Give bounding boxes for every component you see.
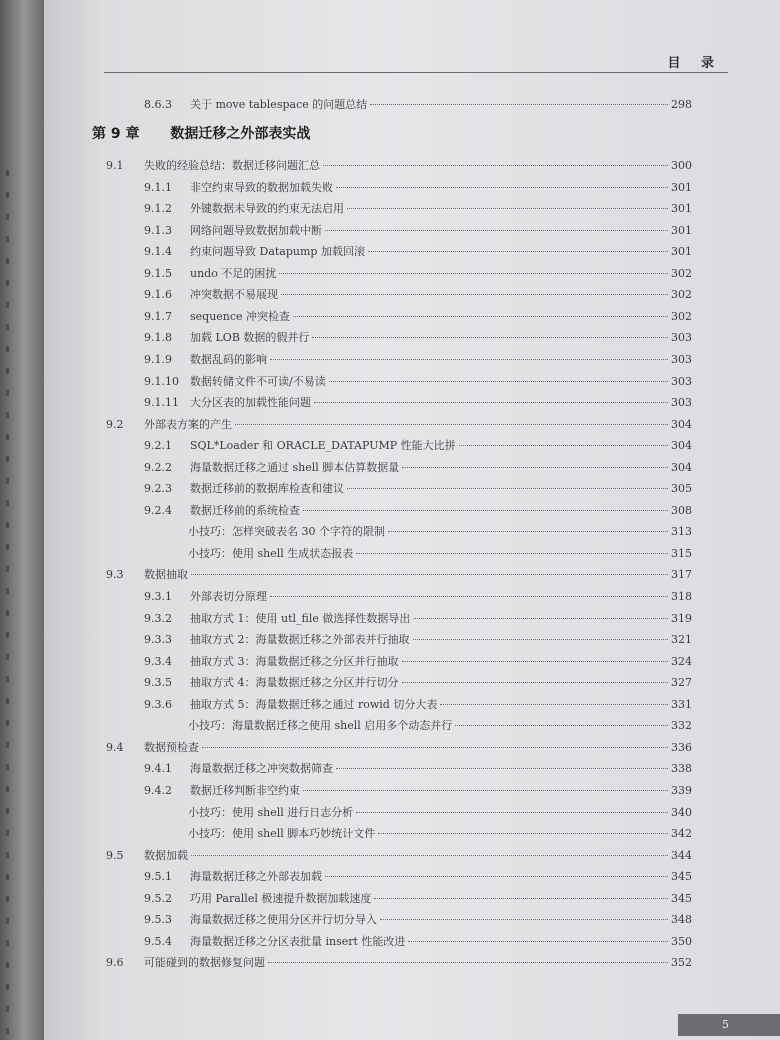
toc-entry xyxy=(144,200,692,216)
dot-leader xyxy=(356,812,668,813)
toc-entry xyxy=(106,566,692,582)
entry-title: 外部表方案的产生 xyxy=(144,418,232,431)
toc-entry xyxy=(144,373,692,389)
entry-title: 数据乱码的影响 xyxy=(190,353,267,366)
entry-page: 345 xyxy=(671,892,692,905)
page-edge-mark xyxy=(6,258,9,264)
entry-number: 9.1.9 xyxy=(144,353,172,366)
page-edge-mark xyxy=(6,654,9,660)
entry-title: 冲突数据不易展现 xyxy=(190,288,278,301)
dot-leader xyxy=(356,553,668,554)
dot-leader xyxy=(413,639,669,640)
toc-entry xyxy=(144,868,692,884)
entry-title: 数据转储文件不可读/不易读 xyxy=(190,375,326,388)
entry-number: 9.5.2 xyxy=(144,892,172,905)
dot-leader xyxy=(455,725,668,726)
entry-number: 9.2.3 xyxy=(144,482,172,495)
toc-entry xyxy=(144,631,692,647)
page-edge-mark xyxy=(6,830,9,836)
page-edge-mark xyxy=(6,346,9,352)
entry-title: 海量数据迁移之使用分区并行切分导入 xyxy=(190,913,377,926)
entry-title: 小技巧：使用 shell 进行日志分析 xyxy=(188,806,354,819)
page-edge-mark xyxy=(6,786,9,792)
page-edge-mark xyxy=(6,456,9,462)
toc-entry xyxy=(144,890,692,906)
toc-entry xyxy=(144,286,692,302)
page-edge-mark xyxy=(6,544,9,550)
entry-page: 301 xyxy=(671,224,692,237)
dot-leader xyxy=(374,898,668,899)
entry-number: 9.4 xyxy=(106,741,124,754)
entry-number: 9.1.4 xyxy=(144,245,172,258)
dot-leader xyxy=(191,855,668,856)
page-edge-mark xyxy=(6,962,9,968)
page-edge-mark xyxy=(6,192,9,198)
page-edge-mark xyxy=(6,874,9,880)
dot-leader xyxy=(325,876,668,877)
entry-number: 9.1.7 xyxy=(144,310,172,323)
entry-number: 9.5.4 xyxy=(144,935,172,948)
dot-leader xyxy=(268,962,668,963)
entry-page: 313 xyxy=(671,525,692,538)
entry-title: 海量数据迁移之冲突数据筛查 xyxy=(190,762,333,775)
entry-number: 9.5 xyxy=(106,849,124,862)
entry-title: 抽取方式 2：海量数据迁移之外部表并行抽取 xyxy=(190,633,410,646)
entry-page: 318 xyxy=(671,590,692,603)
dot-leader xyxy=(336,187,668,188)
dot-leader xyxy=(314,402,668,403)
entry-number: 9.2.4 xyxy=(144,504,172,517)
dot-leader xyxy=(378,833,668,834)
entry-page: 303 xyxy=(671,375,692,388)
toc-entry xyxy=(144,545,692,561)
page-edge-mark xyxy=(6,1028,9,1034)
dot-leader xyxy=(388,531,668,532)
entry-title: 可能碰到的数据修复问题 xyxy=(144,956,265,969)
toc-entry xyxy=(144,308,692,324)
page-edge-mark xyxy=(6,632,9,638)
page-edge-mark xyxy=(6,522,9,528)
entry-number: 9.1.2 xyxy=(144,202,172,215)
page-number: 5 xyxy=(722,1018,729,1031)
running-header: 目 录 xyxy=(667,56,722,71)
toc-entry xyxy=(144,480,692,496)
dot-leader xyxy=(270,359,668,360)
entry-title: 约束问题导致 Datapump 加载回滚 xyxy=(190,245,365,258)
dot-leader xyxy=(408,941,668,942)
dot-leader xyxy=(325,230,668,231)
entry-page: 350 xyxy=(671,935,692,948)
toc-entry xyxy=(106,416,692,432)
entry-number: 9.1.8 xyxy=(144,331,172,344)
entry-title: 海量数据迁移之通过 shell 脚本估算数据量 xyxy=(190,461,400,474)
page-edge-mark xyxy=(6,984,9,990)
dot-leader xyxy=(459,445,668,446)
entry-title: 抽取方式 4：海量数据迁移之分区并行切分 xyxy=(190,676,399,689)
entry-page: 304 xyxy=(671,418,692,431)
entry-number: 9.1.5 xyxy=(144,267,172,280)
page-edge-mark xyxy=(6,170,9,176)
entry-number: 9.3.3 xyxy=(144,633,172,646)
entry-number: 9.2 xyxy=(106,418,124,431)
entry-title: 抽取方式 5：海量数据迁移之通过 rowid 切分大表 xyxy=(190,698,438,711)
dot-leader xyxy=(303,510,668,511)
entry-title: 小技巧：怎样突破表名 30 个字符的限制 xyxy=(188,525,385,538)
page-edge-mark xyxy=(6,500,9,506)
page-edge-mark xyxy=(6,808,9,814)
entry-page: 327 xyxy=(671,676,692,689)
entry-page: 344 xyxy=(671,849,692,862)
toc-entry xyxy=(144,523,692,539)
dot-leader xyxy=(347,488,668,489)
entry-title: 大分区表的加载性能问题 xyxy=(190,396,311,409)
entry-page: 317 xyxy=(671,568,692,581)
entry-title: 抽取方式 3：海量数据迁移之分区并行抽取 xyxy=(190,655,399,668)
toc-entry xyxy=(144,610,692,626)
entry-title: 数据迁移前的数据库检查和建议 xyxy=(190,482,344,495)
toc-entry xyxy=(144,933,692,949)
entry-page: 319 xyxy=(671,612,692,625)
page-edge-mark xyxy=(6,676,9,682)
dot-leader xyxy=(270,596,668,597)
entry-title: 巧用 Parallel 极速提升数据加载速度 xyxy=(190,892,372,905)
entry-page: 331 xyxy=(671,698,692,711)
entry-page: 302 xyxy=(671,267,692,280)
dot-leader xyxy=(368,251,668,252)
toc-entry xyxy=(144,502,692,518)
dot-leader xyxy=(202,747,668,748)
toc-entry xyxy=(144,804,692,820)
entry-title: 小技巧：使用 shell 生成状态报表 xyxy=(188,547,354,560)
entry-number: 9.3.4 xyxy=(144,655,172,668)
dot-leader xyxy=(191,574,668,575)
dot-leader xyxy=(440,704,668,705)
dot-leader xyxy=(402,661,669,662)
toc-entry xyxy=(144,265,692,281)
entry-title: sequence 冲突检查 xyxy=(190,310,291,323)
entry-title: 海量数据迁移之外部表加载 xyxy=(190,870,322,883)
entry-page: 305 xyxy=(671,482,692,495)
dot-leader xyxy=(413,618,668,619)
page-edge-mark xyxy=(6,852,9,858)
footer-bar xyxy=(678,1014,780,1036)
entry-number: 9.2.2 xyxy=(144,461,172,474)
entry-page: 308 xyxy=(671,504,692,517)
page-edge-mark xyxy=(6,1006,9,1012)
chapter-number: 第 9 章 xyxy=(92,126,140,142)
page-edge-mark xyxy=(6,918,9,924)
entry-page: 304 xyxy=(671,439,692,452)
page-edge-mark xyxy=(6,566,9,572)
toc-entry xyxy=(144,243,692,259)
entry-title: 关于 move tablespace 的问题总结 xyxy=(190,98,368,111)
toc-entry xyxy=(144,459,692,475)
entry-title: 数据抽取 xyxy=(144,568,188,581)
entry-number: 9.3.5 xyxy=(144,676,172,689)
entry-title: 数据迁移前的系统检查 xyxy=(190,504,300,517)
entry-page: 301 xyxy=(671,245,692,258)
dot-leader xyxy=(336,768,668,769)
entry-page: 301 xyxy=(671,202,692,215)
entry-number: 9.4.2 xyxy=(144,784,172,797)
entry-title: 小技巧：使用 shell 脚本巧妙统计文件 xyxy=(188,827,376,840)
entry-number: 9.3.6 xyxy=(144,698,172,711)
entry-page: 345 xyxy=(671,870,692,883)
entry-page: 315 xyxy=(671,547,692,560)
entry-number: 9.5.3 xyxy=(144,913,172,926)
entry-page: 352 xyxy=(671,956,692,969)
entry-number: 9.1.10 xyxy=(144,375,179,388)
entry-title: undo 不足的困扰 xyxy=(190,267,277,280)
adjacent-page-edge xyxy=(0,0,44,1040)
entry-title: 数据预检查 xyxy=(144,741,199,754)
entry-page: 348 xyxy=(671,913,692,926)
page-edge-mark xyxy=(6,434,9,440)
entry-number: 9.1.1 xyxy=(144,181,172,194)
entry-title: 网络问题导致数据加载中断 xyxy=(190,224,322,237)
entry-number: 9.1 xyxy=(106,159,124,172)
dot-leader xyxy=(303,790,668,791)
entry-title: 数据加载 xyxy=(144,849,188,862)
page-edge-mark xyxy=(6,940,9,946)
page-edge-mark xyxy=(6,236,9,242)
toc-entry xyxy=(144,179,692,195)
toc-entry-first xyxy=(144,96,692,112)
page-edge-mark xyxy=(6,280,9,286)
dot-leader xyxy=(279,273,668,274)
toc-entry xyxy=(144,653,692,669)
page-edge-mark xyxy=(6,478,9,484)
entry-title: 数据迁移判断非空约束 xyxy=(190,784,300,797)
header-rule xyxy=(104,72,728,73)
entry-number: 9.1.11 xyxy=(144,396,179,409)
entry-title: 抽取方式 1：使用 utl_file 做选择性数据导出 xyxy=(190,612,411,625)
entry-number: 9.1.3 xyxy=(144,224,172,237)
entry-title: SQL*Loader 和 ORACLE_DATAPUMP 性能大比拼 xyxy=(190,439,456,452)
dot-leader xyxy=(370,104,668,105)
page-edge-mark xyxy=(6,742,9,748)
dot-leader xyxy=(323,165,668,166)
chapter-title: 数据迁移之外部表实战 xyxy=(170,126,311,142)
dot-leader xyxy=(347,208,668,209)
page-edge-mark xyxy=(6,610,9,616)
toc-entry xyxy=(144,437,692,453)
toc-entry xyxy=(106,157,692,173)
entry-number: 9.2.1 xyxy=(144,439,172,452)
toc-entry xyxy=(144,696,692,712)
toc-entry xyxy=(144,329,692,345)
entry-page: 338 xyxy=(671,762,692,775)
toc-entry xyxy=(144,222,692,238)
entry-title: 海量数据迁移之分区表批量 insert 性能改进 xyxy=(190,935,406,948)
entry-page: 321 xyxy=(671,633,692,646)
entry-page: 302 xyxy=(671,310,692,323)
entry-number: 8.6.3 xyxy=(144,98,172,111)
entry-page: 300 xyxy=(671,159,692,172)
entry-page: 303 xyxy=(671,331,692,344)
toc-entry xyxy=(106,847,692,863)
entry-title: 小技巧：海量数据迁移之使用 shell 启用多个动态并行 xyxy=(188,719,453,732)
toc-entry xyxy=(144,760,692,776)
dot-leader xyxy=(402,467,668,468)
dot-leader xyxy=(235,424,668,425)
entry-page: 303 xyxy=(671,353,692,366)
entry-page: 301 xyxy=(671,181,692,194)
dot-leader xyxy=(402,682,669,683)
entry-number: 9.3.1 xyxy=(144,590,172,603)
toc-entry xyxy=(144,717,692,733)
entry-page: 298 xyxy=(671,98,692,111)
entry-number: 9.6 xyxy=(106,956,124,969)
entry-page: 339 xyxy=(671,784,692,797)
entry-title: 失败的经验总结：数据迁移问题汇总 xyxy=(144,159,320,172)
dot-leader xyxy=(329,381,668,382)
page-edge-mark xyxy=(6,764,9,770)
entry-number: 9.4.1 xyxy=(144,762,172,775)
toc-entry xyxy=(144,911,692,927)
toc-entry xyxy=(144,394,692,410)
page-edge-mark xyxy=(6,698,9,704)
dot-leader xyxy=(312,337,668,338)
toc-entry xyxy=(144,782,692,798)
page-edge-mark xyxy=(6,214,9,220)
page-edge-mark xyxy=(6,412,9,418)
toc-entry xyxy=(144,825,692,841)
page-edge-mark xyxy=(6,302,9,308)
dot-leader xyxy=(293,316,668,317)
entry-page: 324 xyxy=(671,655,692,668)
page-edge-mark xyxy=(6,390,9,396)
toc-entry xyxy=(106,954,692,970)
entry-number: 9.3.2 xyxy=(144,612,172,625)
entry-page: 304 xyxy=(671,461,692,474)
page-edge-mark xyxy=(6,896,9,902)
entry-page: 340 xyxy=(671,806,692,819)
toc-page xyxy=(44,0,780,1040)
chapter-heading xyxy=(92,123,310,143)
page-edge-mark xyxy=(6,368,9,374)
entry-page: 342 xyxy=(671,827,692,840)
page-edge-mark xyxy=(6,720,9,726)
entry-number: 9.1.6 xyxy=(144,288,172,301)
entry-page: 302 xyxy=(671,288,692,301)
entry-page: 332 xyxy=(671,719,692,732)
toc-entry xyxy=(144,588,692,604)
entry-title: 外部表切分原理 xyxy=(190,590,267,603)
dot-leader xyxy=(281,294,668,295)
entry-number: 9.3 xyxy=(106,568,124,581)
page-edge-mark xyxy=(6,588,9,594)
toc-entry xyxy=(106,739,692,755)
toc-entry xyxy=(144,351,692,367)
dot-leader xyxy=(380,919,668,920)
entry-number: 9.5.1 xyxy=(144,870,172,883)
page-edge-mark xyxy=(6,324,9,330)
entry-page: 303 xyxy=(671,396,692,409)
toc-entry xyxy=(144,674,692,690)
entry-page: 336 xyxy=(671,741,692,754)
entry-title: 非空约束导致的数据加载失败 xyxy=(190,181,333,194)
entry-title: 加载 LOB 数据的假并行 xyxy=(190,331,310,344)
entry-title: 外键数据未导致的约束无法启用 xyxy=(190,202,344,215)
